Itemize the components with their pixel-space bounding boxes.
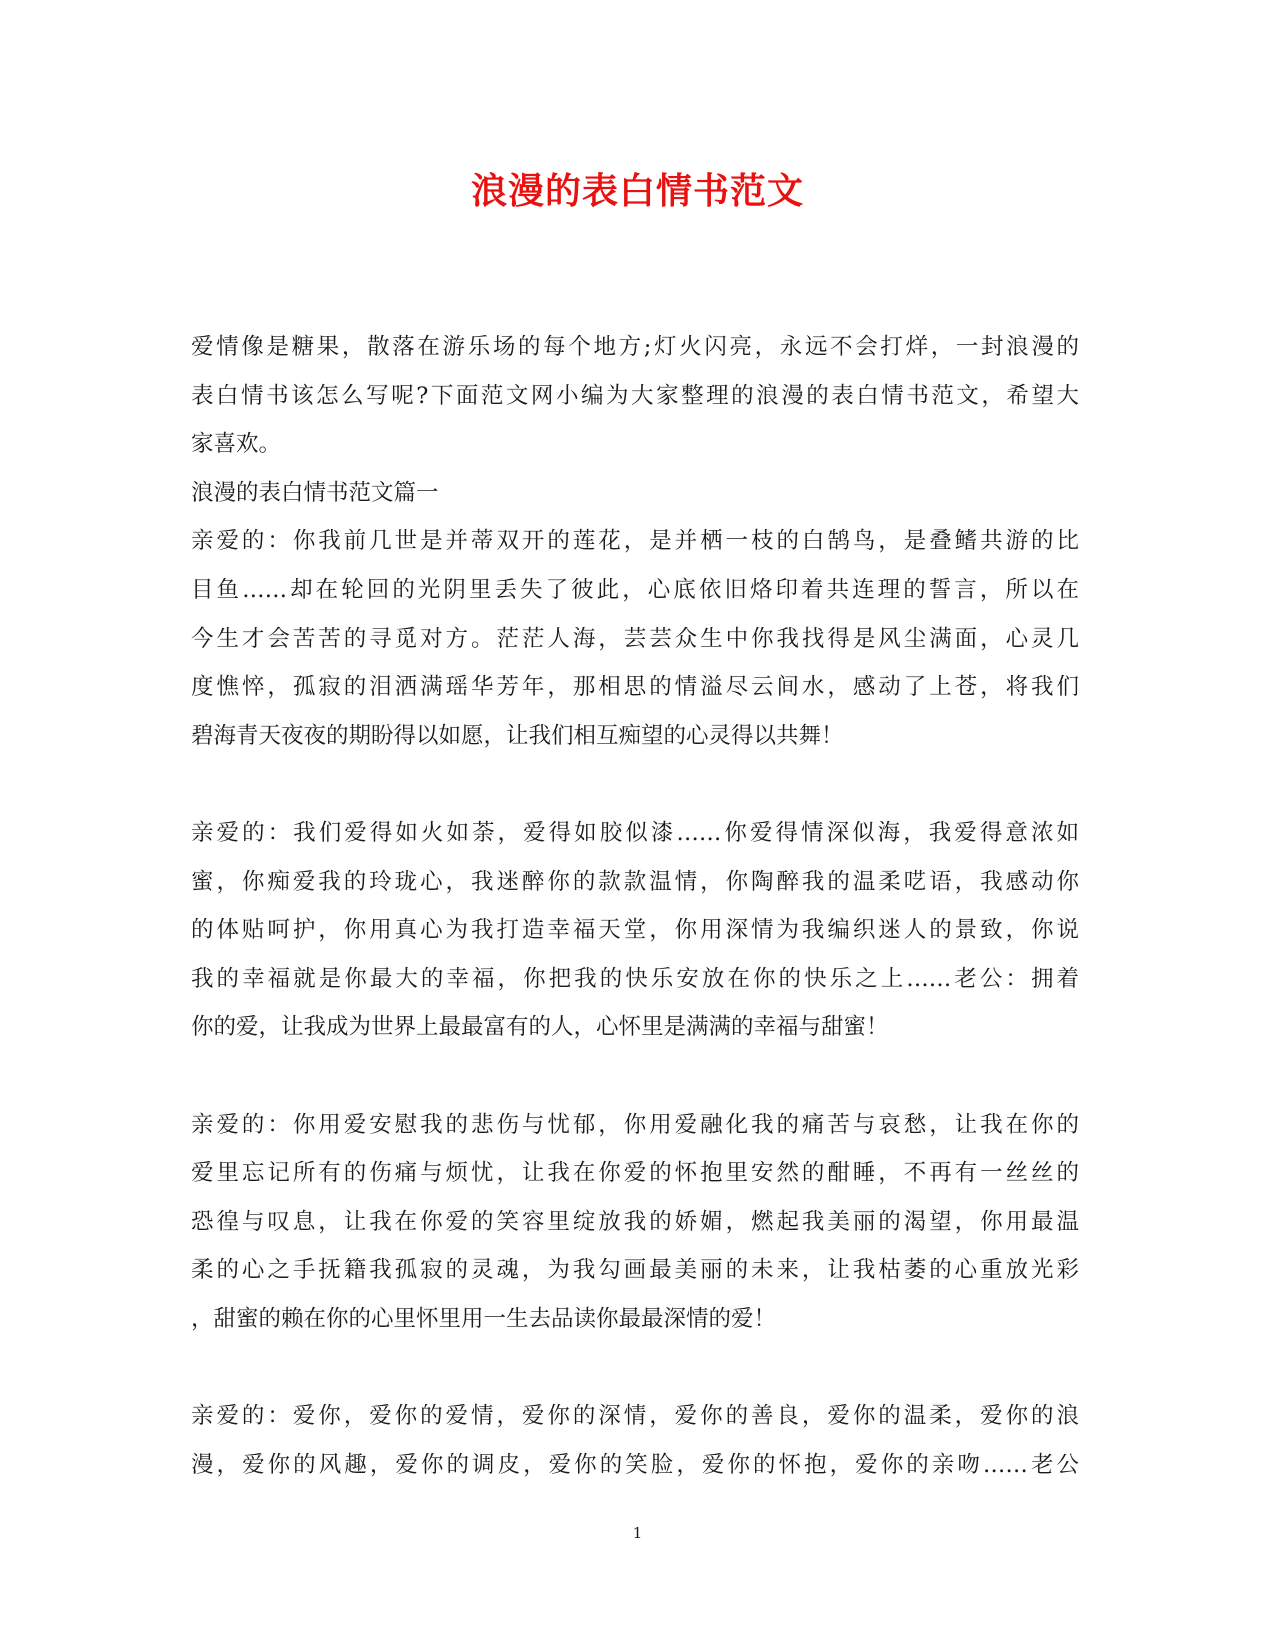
paragraph-line: 我的幸福就是你最大的幸福，你把我的快乐安放在你的快乐之上……老公：拥着 [191,965,1079,992]
paragraph-line: 今生才会苦苦的寻觅对方。茫茫人海，芸芸众生中你我找得是风尘满面，心灵几 [191,625,1079,652]
intro-line: 爱情像是糖果，散落在游乐场的每个地方;灯火闪亮，永远不会打烊，一封浪漫的 [191,334,1079,360]
paragraph-spacer [191,760,1079,809]
paragraph-line: 目鱼……却在轮回的光阴里丢失了彼此，心底依旧烙印着共连理的誓言，所以在 [191,576,1079,603]
intro-paragraph [191,323,1079,469]
paragraph-line: 你的爱，让我成为世界上最最富有的人，心怀里是满满的幸福与甜蜜！ [191,1014,889,1041]
paragraph-line: 的体贴呵护，你用真心为我打造幸福天堂，你用深情为我编织迷人的景致，你说 [191,917,1079,944]
paragraph-line: 亲爱的：爱你，爱你的爱情，爱你的深情，爱你的善良，爱你的温柔，爱你的浪 [191,1403,1079,1430]
paragraph-line: 亲爱的：你我前几世是并蒂双开的莲花，是并栖一枝的白鹄鸟，是叠鳍共游的比 [191,528,1079,555]
paragraph-line: 度憔悴，孤寂的泪洒满瑶华芳年，那相思的情溢尽云间水，感动了上苍，将我们 [191,674,1079,701]
paragraph-line: 亲爱的：我们爱得如火如荼，爱得如胶似漆……你爱得情深似海，我爱得意浓如 [191,819,1079,846]
letter-paragraph-1 [191,517,1079,760]
paragraph-line: 恐徨与叹息，让我在你爱的笑容里绽放我的娇媚，燃起我美丽的渴望，你用最温 [191,1208,1079,1235]
intro-line: 家喜欢。 [191,431,282,458]
letter-paragraph-2 [191,809,1079,1052]
paragraph-line: 漫，爱你的风趣，爱你的调皮，爱你的笑脸，爱你的怀抱，爱你的亲吻……老公 [191,1451,1079,1478]
paragraph-spacer [191,1052,1079,1101]
paragraph-line: 柔的心之手抚籍我孤寂的灵魂，为我勾画最美丽的未来，让我枯萎的心重放光彩 [191,1257,1079,1284]
paragraph-line: 爱里忘记所有的伤痛与烦忧，让我在你爱的怀抱里安然的酣睡，不再有一丝丝的 [191,1160,1079,1187]
document-body [191,323,1079,1489]
letter-paragraph-4 [191,1392,1079,1489]
document-title: 浪漫的表白情书范文 [470,170,804,212]
paragraph-line: 蜜，你痴爱我的玲珑心，我迷醉你的款款温情，你陶醉我的温柔呓语，我感动你 [191,868,1079,895]
paragraph-line: 碧海青天夜夜的期盼得以如愿，让我们相互痴望的心灵得以共舞！ [191,722,844,749]
paragraph-line: 亲爱的：你用爱安慰我的悲伤与忧郁，你用爱融化我的痛苦与哀愁，让我在你的 [191,1111,1079,1138]
paragraph-spacer [191,1343,1079,1392]
paragraph-line: ，甜蜜的赖在你的心里怀里用一生去品读你最最深情的爱！ [191,1305,777,1332]
page-number: 1 [632,1524,643,1542]
section-heading: 浪漫的表白情书范文篇一 [191,479,439,506]
letter-paragraph-3 [191,1101,1079,1344]
intro-line: 表白情书该怎么写呢?下面范文网小编为大家整理的浪漫的表白情书范文，希望大 [191,382,1079,409]
